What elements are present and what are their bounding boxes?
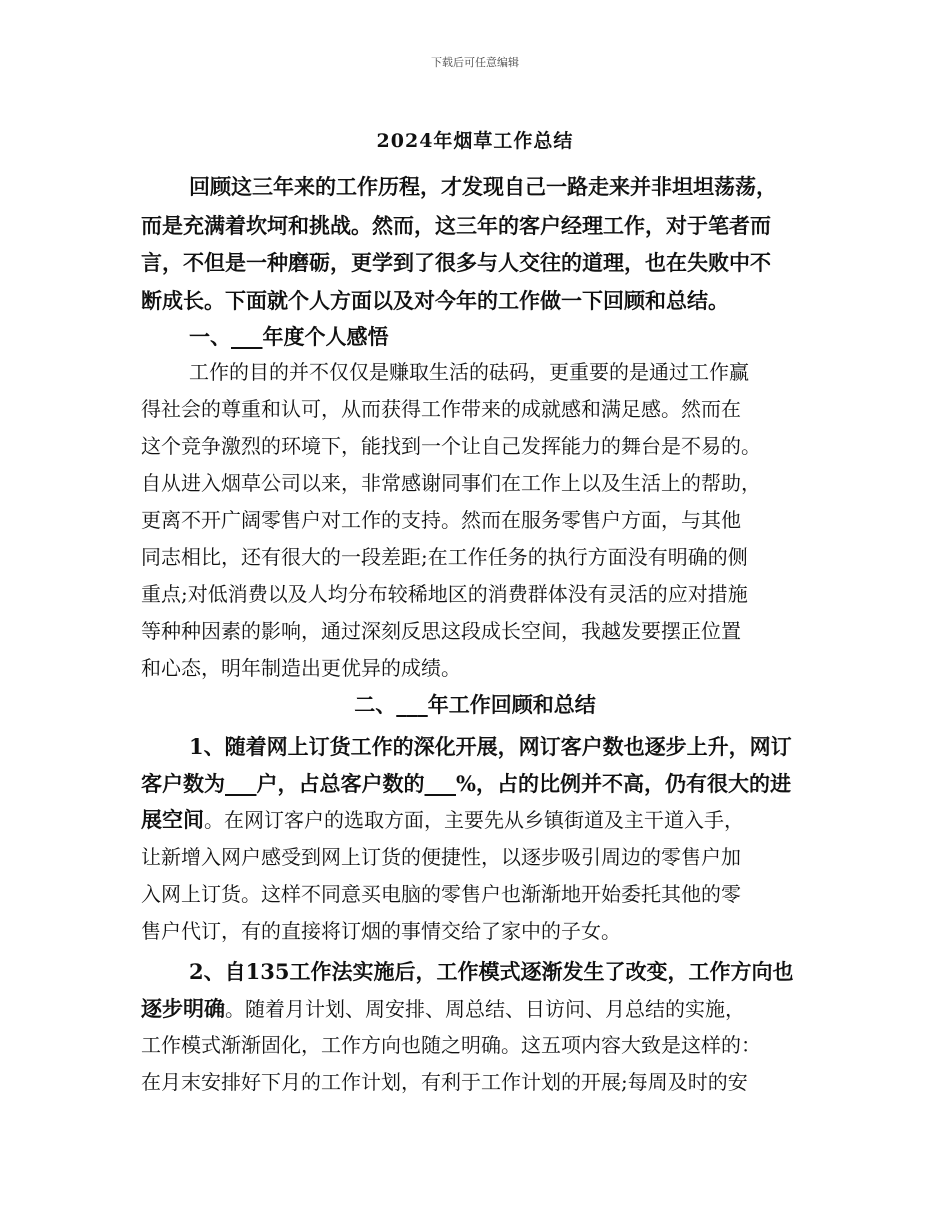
intro-line: 回顾这三年来的工作历程，才发现自己一路走来并非坦坦荡荡， xyxy=(189,174,777,199)
paragraph-text: 。随着月计划、周安排、周总结、日访问、月总结的实施， xyxy=(225,997,745,1021)
paragraph-line: 1、随着网上订货工作的深化开展，网订客户数也逐步上升，网订 xyxy=(189,734,792,759)
paragraph-line: 自从进入烟草公司以来，非常感谢同事们在工作上以及生活上的帮助， xyxy=(141,471,761,495)
paragraph-line: 2、自135工作法实施后，工作模式逐渐发生了改变，工作方向也 xyxy=(189,959,794,984)
paragraph-line: 工作模式渐渐固化，工作方向也随之明确。这五项内容大致是这样的： xyxy=(141,1033,761,1057)
paragraph-line: 同志相比，还有很大的一段差距;在工作任务的执行方面没有明确的侧 xyxy=(141,545,748,569)
intro-line: 言，不但是一种磨砺，更学到了很多与人交往的道理，也在失败中不 xyxy=(141,250,771,275)
paragraph-line xyxy=(141,995,831,1023)
intro-line: 而是充满着坎坷和挑战。然而，这三年的客户经理工作，对于笔者而 xyxy=(141,213,771,238)
paragraph-line: 和心态，明年制造出更优异的成绩。 xyxy=(141,656,461,680)
section-heading: 二、___年工作回顾和总结 xyxy=(354,692,596,717)
paragraph-line: 入网上订货。这样不同意买电脑的零售户也渐渐地开始委托其他的零 xyxy=(141,882,741,906)
paragraph-line: 这个竞争激烈的环境下，能找到一个让自己发挥能力的舞台是不易的。 xyxy=(141,434,761,458)
paragraph-line: 客户数为___户，占总客户数的___%，占的比例并不高，仍有很大的进 xyxy=(141,771,791,796)
paragraph-line: 等种种因素的影响，通过深刻反思这段成长空间，我越发要摆正位置 xyxy=(141,619,741,643)
paragraph-line: 售户代订，有的直接将订烟的事情交给了家中的子女。 xyxy=(141,919,621,943)
paragraph-line: 重点;对低消费以及人均分布较稀地区的消费群体没有灵活的应对措施 xyxy=(141,582,748,606)
section-heading: 一、___年度个人感悟 xyxy=(189,324,389,349)
paragraph-line: 得社会的尊重和认可，从而获得工作带来的成就感和满足感。然而在 xyxy=(141,397,741,421)
bold-phrase: 展空间 xyxy=(141,807,204,832)
paragraph-line: 让新增入网户感受到网上订货的便捷性，以逐步吸引周边的零售户加 xyxy=(141,845,741,869)
header-note: 下载后可任意编辑 xyxy=(431,56,519,69)
document-title: 2024年烟草工作总结 xyxy=(376,130,574,152)
paragraph-text: 。在网订客户的选取方面，主要先从乡镇街道及主干道入手， xyxy=(204,808,744,832)
paragraph-line: 在月末安排好下月的工作计划，有利于工作计划的开展;每周及时的安 xyxy=(141,1070,748,1094)
intro-line: 断成长。下面就个人方面以及对今年的工作做一下回顾和总结。 xyxy=(141,288,729,313)
paragraph-line: 更离不开广阔零售户对工作的支持。然而在服务零售户方面，与其他 xyxy=(141,508,741,532)
bold-phrase: 逐步明确 xyxy=(141,996,225,1021)
paragraph-line: 工作的目的并不仅仅是赚取生活的砝码，更重要的是通过工作赢 xyxy=(189,360,749,384)
paragraph-line xyxy=(141,806,831,834)
